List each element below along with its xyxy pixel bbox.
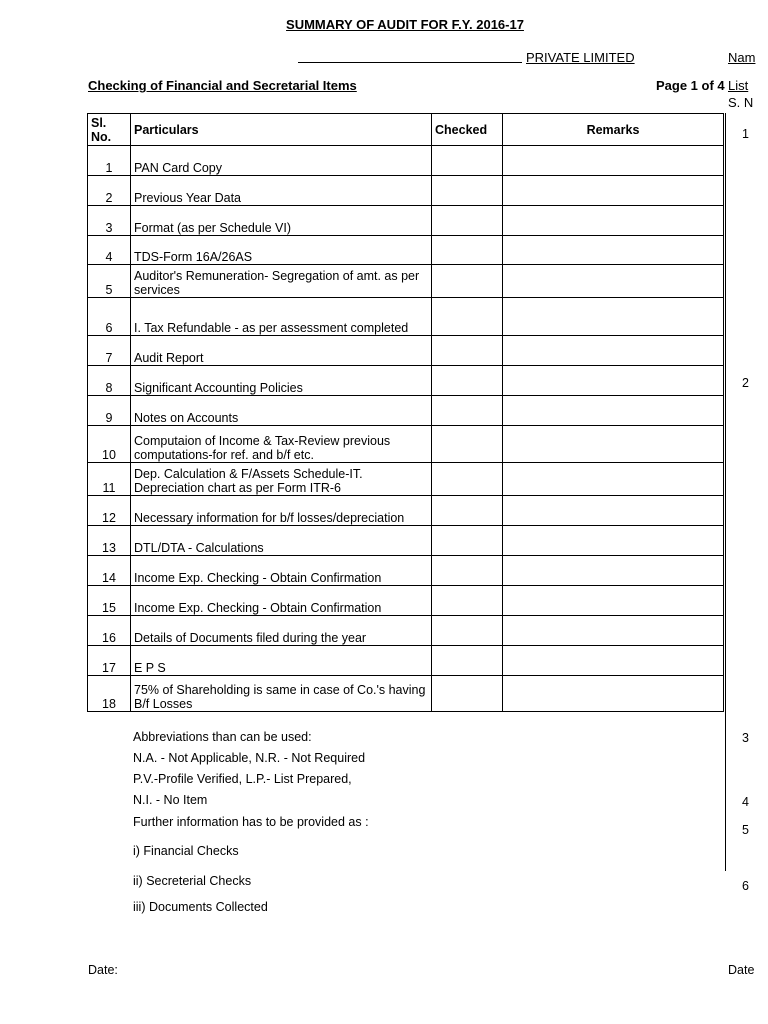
particulars-cell: Income Exp. Checking - Obtain Confirmation bbox=[131, 556, 432, 586]
checked-cell[interactable] bbox=[432, 236, 503, 265]
particulars-cell: 75% of Shareholding is same in case of Co.'s having B/f Losses bbox=[131, 676, 432, 712]
sl-no-cell: 7 bbox=[88, 336, 131, 366]
checked-cell[interactable] bbox=[432, 526, 503, 556]
col-header-particulars: Particulars bbox=[131, 114, 432, 146]
sl-no-cell: 1 bbox=[88, 146, 131, 176]
company-suffix: PRIVATE LIMITED bbox=[526, 50, 635, 65]
table-row bbox=[88, 265, 724, 298]
checked-cell[interactable] bbox=[432, 336, 503, 366]
remarks-cell[interactable] bbox=[503, 336, 724, 366]
particulars-cell: I. Tax Refundable - as per assessment completed bbox=[131, 298, 432, 336]
sl-no-cell: 14 bbox=[88, 556, 131, 586]
further-info-item: i) Financial Checks bbox=[133, 844, 239, 858]
checked-cell[interactable] bbox=[432, 176, 503, 206]
abbreviation-line: N.I. - No Item bbox=[133, 793, 208, 807]
col-header-remarks: Remarks bbox=[503, 114, 724, 146]
sl-no-cell: 9 bbox=[88, 396, 131, 426]
remarks-cell[interactable] bbox=[503, 265, 724, 298]
audit-checklist-table bbox=[87, 113, 724, 712]
table-row bbox=[88, 426, 724, 463]
sl-no-cell: 10 bbox=[88, 426, 131, 463]
checked-cell[interactable] bbox=[432, 556, 503, 586]
table-row bbox=[88, 366, 724, 396]
sl-no-cell: 6 bbox=[88, 298, 131, 336]
checked-cell[interactable] bbox=[432, 496, 503, 526]
checked-cell[interactable] bbox=[432, 366, 503, 396]
particulars-cell: Significant Accounting Policies bbox=[131, 366, 432, 396]
section-title: Checking of Financial and Secretarial Items bbox=[88, 78, 357, 93]
table-row bbox=[88, 526, 724, 556]
table-header-row bbox=[88, 114, 724, 146]
remarks-cell[interactable] bbox=[503, 556, 724, 586]
table-row bbox=[88, 206, 724, 236]
sl-no-cell: 5 bbox=[88, 265, 131, 298]
sl-no-cell: 17 bbox=[88, 646, 131, 676]
abbreviation-line: P.V.-Profile Verified, L.P.- List Prepared, bbox=[133, 772, 352, 786]
right-column-number: 3 bbox=[742, 731, 749, 745]
particulars-cell: TDS-Form 16A/26AS bbox=[131, 236, 432, 265]
remarks-cell[interactable] bbox=[503, 298, 724, 336]
checked-cell[interactable] bbox=[432, 206, 503, 236]
remarks-cell[interactable] bbox=[503, 496, 724, 526]
checked-cell[interactable] bbox=[432, 646, 503, 676]
particulars-cell: Audit Report bbox=[131, 336, 432, 366]
right-column-number: 6 bbox=[742, 879, 749, 893]
remarks-cell[interactable] bbox=[503, 176, 724, 206]
company-name-blank-line bbox=[298, 62, 522, 63]
particulars-cell: Format (as per Schedule VI) bbox=[131, 206, 432, 236]
table-row bbox=[88, 236, 724, 265]
remarks-cell[interactable] bbox=[503, 366, 724, 396]
particulars-cell: E P S bbox=[131, 646, 432, 676]
further-info-item: iii) Documents Collected bbox=[133, 900, 268, 914]
table-row bbox=[88, 146, 724, 176]
particulars-cell: Dep. Calculation & F/Assets Schedule-IT. Depreciation chart as per Form ITR-6 bbox=[131, 463, 432, 496]
remarks-cell[interactable] bbox=[503, 526, 724, 556]
checked-cell[interactable] bbox=[432, 396, 503, 426]
remarks-cell[interactable] bbox=[503, 206, 724, 236]
checked-cell[interactable] bbox=[432, 616, 503, 646]
checked-cell[interactable] bbox=[432, 676, 503, 712]
date-label-right: Date bbox=[728, 963, 755, 977]
remarks-cell[interactable] bbox=[503, 586, 724, 616]
date-label-left: Date: bbox=[88, 963, 118, 977]
abbreviations-heading: Abbreviations than can be used: bbox=[133, 730, 312, 744]
sl-no-cell: 13 bbox=[88, 526, 131, 556]
col-header-checked: Checked bbox=[432, 114, 503, 146]
sl-no-cell: 3 bbox=[88, 206, 131, 236]
remarks-cell[interactable] bbox=[503, 146, 724, 176]
remarks-cell[interactable] bbox=[503, 426, 724, 463]
sl-no-cell: 18 bbox=[88, 676, 131, 712]
particulars-cell: Previous Year Data bbox=[131, 176, 432, 206]
sl-no-cell: 15 bbox=[88, 586, 131, 616]
name-label-cut: Nam bbox=[728, 50, 756, 65]
remarks-cell[interactable] bbox=[503, 396, 724, 426]
table-row bbox=[88, 396, 724, 426]
checked-cell[interactable] bbox=[432, 298, 503, 336]
remarks-cell[interactable] bbox=[503, 616, 724, 646]
checked-cell[interactable] bbox=[432, 463, 503, 496]
table-row bbox=[88, 336, 724, 366]
table-row bbox=[88, 646, 724, 676]
particulars-cell: Income Exp. Checking - Obtain Confirmation bbox=[131, 586, 432, 616]
sl-no-cell: 11 bbox=[88, 463, 131, 496]
checked-cell[interactable] bbox=[432, 146, 503, 176]
particulars-cell: Auditor's Remuneration- Segregation of amt. as per services bbox=[131, 265, 432, 298]
remarks-cell[interactable] bbox=[503, 463, 724, 496]
page-indicator: Page 1 of 4 bbox=[656, 78, 725, 93]
particulars-cell: Details of Documents filed during the year bbox=[131, 616, 432, 646]
abbreviation-line: N.A. - Not Applicable, N.R. - Not Required bbox=[133, 751, 366, 765]
particulars-cell: Computaion of Income & Tax-Review previous computations-for ref. and b/f etc. bbox=[131, 426, 432, 463]
table-row bbox=[88, 463, 724, 496]
sl-no-cell: 16 bbox=[88, 616, 131, 646]
checked-cell[interactable] bbox=[432, 426, 503, 463]
list-label-cut: List bbox=[728, 78, 749, 93]
table-row bbox=[88, 556, 724, 586]
table-row bbox=[88, 496, 724, 526]
right-page-divider bbox=[725, 113, 726, 871]
sl-no-cell: 4 bbox=[88, 236, 131, 265]
particulars-cell: Necessary information for b/f losses/depreciation bbox=[131, 496, 432, 526]
particulars-cell: DTL/DTA - Calculations bbox=[131, 526, 432, 556]
table-row bbox=[88, 586, 724, 616]
right-column-number: 4 bbox=[742, 795, 749, 809]
sl-no-cell: 2 bbox=[88, 176, 131, 206]
checked-cell[interactable] bbox=[432, 265, 503, 298]
table-row bbox=[88, 176, 724, 206]
checked-cell[interactable] bbox=[432, 586, 503, 616]
table-row bbox=[88, 676, 724, 712]
further-info-item: ii) Secreterial Checks bbox=[133, 874, 252, 888]
remarks-cell[interactable] bbox=[503, 646, 724, 676]
right-column-number: 2 bbox=[742, 376, 749, 390]
document-title: SUMMARY OF AUDIT FOR F.Y. 2016-17 bbox=[286, 17, 524, 32]
table-row bbox=[88, 616, 724, 646]
table-row bbox=[88, 298, 724, 336]
remarks-cell[interactable] bbox=[503, 676, 724, 712]
sl-no-cell: 12 bbox=[88, 496, 131, 526]
particulars-cell: PAN Card Copy bbox=[131, 146, 432, 176]
further-info-text: Further information has to be provided as : bbox=[133, 815, 369, 829]
remarks-cell[interactable] bbox=[503, 236, 724, 265]
sn-label-cut: S. N bbox=[728, 95, 754, 110]
right-column-number: 5 bbox=[742, 823, 749, 837]
sl-no-cell: 8 bbox=[88, 366, 131, 396]
col-header-sl-no: Sl. No. bbox=[88, 114, 131, 146]
right-column-number: 1 bbox=[742, 127, 749, 141]
particulars-cell: Notes on Accounts bbox=[131, 396, 432, 426]
